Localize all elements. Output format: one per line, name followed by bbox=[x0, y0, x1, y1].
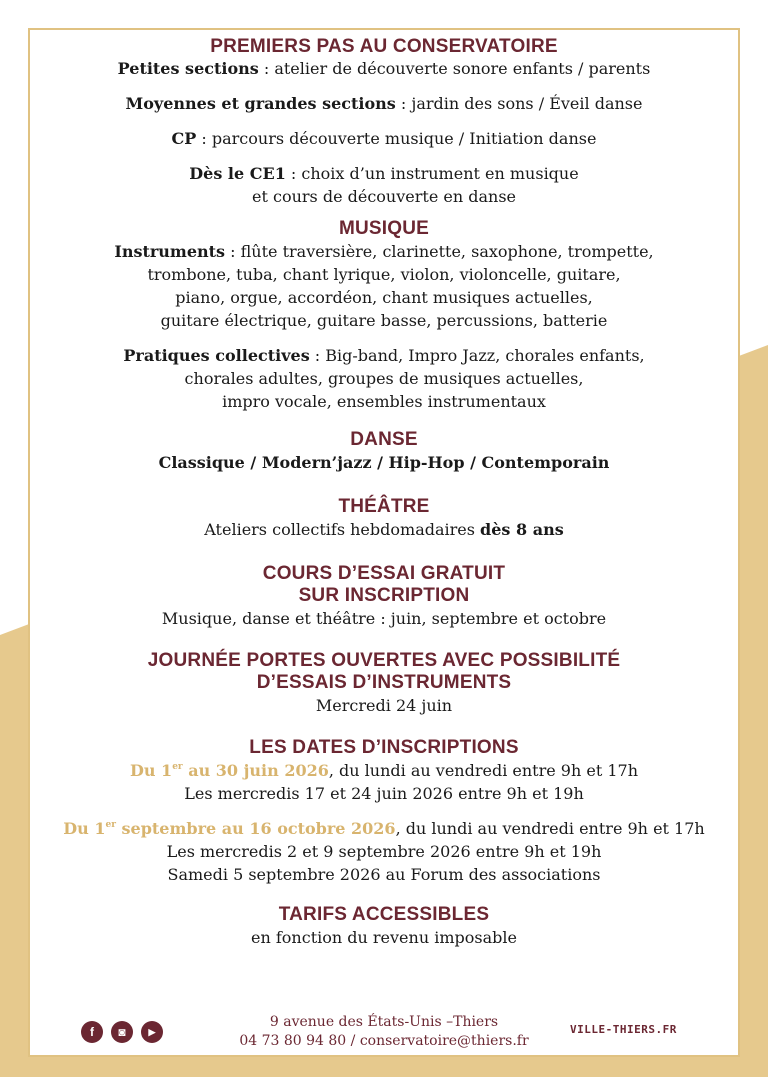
inscriptions-septembre: Du 1er septembre au 16 octobre 2026, du lundi au vendredi entre 9h et 17h Les mercredis 2 et 9 septembre 2026 entre 9h et 19h Samedi 5 septembre 2026 au Forum des associations bbox=[63, 819, 705, 884]
cours-essai-title-1: COURS D’ESSAI GRATUIT bbox=[262, 563, 506, 584]
portes-ouvertes-text: Mercredi 24 juin bbox=[315, 696, 453, 715]
danse-title: DANSE bbox=[350, 429, 418, 450]
musique-title: MUSIQUE bbox=[338, 218, 430, 239]
website-link[interactable]: VILLE-THIERS.FR bbox=[570, 1023, 677, 1036]
cours-essai-title-2: SUR INSCRIPTION bbox=[298, 585, 470, 606]
tarifs-title: TARIFS ACCESSIBLES bbox=[278, 904, 490, 925]
pratiques-text: Pratiques collectives : Big-band, Impro Jazz, chorales enfants, chorales adultes, groupes de musiques actuelles, impro vocale, ensembles instrumentaux bbox=[123, 346, 645, 411]
danse-section bbox=[28, 429, 740, 474]
premiers-pas-title: PREMIERS PAS AU CONSERVATOIRE bbox=[210, 36, 558, 57]
ce1-line: Dès le CE1 : choix d’un instrument en musique et cours de découverte en danse bbox=[189, 164, 579, 206]
cours-essai-text: Musique, danse et théâtre : juin, septembre et octobre bbox=[161, 609, 607, 628]
danse-text: Classique / Modern’jazz / Hip-Hop / Contemporain bbox=[158, 453, 610, 472]
tarifs-text: en fonction du revenu imposable bbox=[251, 928, 517, 947]
instruments-text: Instruments : flûte traversière, clarinette, saxophone, trompette, trombone, tuba, chant lyrique, violon, violoncelle, guitare, piano, orgue, accordéon, chant musiques actuelles, guitare électrique, guitare basse, percussions, batterie bbox=[114, 242, 654, 330]
main-content bbox=[28, 28, 740, 949]
inscriptions-section bbox=[28, 737, 740, 886]
petites-sections: Petites sections : atelier de découverte sonore enfants / parents bbox=[117, 59, 651, 78]
address-line: 9 avenue des États-Unis –Thiers bbox=[269, 1014, 499, 1030]
portes-ouvertes-title-2: D’ESSAIS D’INSTRUMENTS bbox=[256, 672, 512, 693]
premiers-pas-section bbox=[28, 36, 740, 208]
cours-essai-section bbox=[28, 563, 740, 630]
theatre-section bbox=[28, 496, 740, 541]
portes-ouvertes-section bbox=[28, 650, 740, 717]
inscriptions-title: LES DATES D’INSCRIPTIONS bbox=[249, 737, 519, 758]
social-links bbox=[81, 1021, 163, 1043]
theatre-title: THÉÂTRE bbox=[338, 496, 430, 517]
footer bbox=[28, 1013, 740, 1053]
musique-section bbox=[28, 218, 740, 413]
cp-line: CP : parcours découverte musique / Initiation danse bbox=[171, 129, 597, 148]
address-block bbox=[208, 1013, 560, 1051]
theatre-text: Ateliers collectifs hebdomadaires dès 8 ans bbox=[204, 520, 564, 539]
portes-ouvertes-title-1: JOURNÉE PORTES OUVERTES AVEC POSSIBILITÉ bbox=[147, 650, 621, 671]
inscriptions-juin: Du 1er au 30 juin 2026, du lundi au vendredi entre 9h et 17h Les mercredis 17 et 24 juin 2026 entre 9h et 19h bbox=[129, 761, 639, 803]
instagram-icon[interactable]: ◙ bbox=[111, 1021, 133, 1043]
tarifs-section bbox=[28, 904, 740, 949]
contact-line[interactable]: 04 73 80 94 80 / conservatoire@thiers.fr bbox=[239, 1033, 529, 1049]
facebook-icon[interactable]: f bbox=[81, 1021, 103, 1043]
youtube-icon[interactable]: ▶ bbox=[141, 1021, 163, 1043]
moyennes-sections: Moyennes et grandes sections : jardin des sons / Éveil danse bbox=[125, 94, 643, 113]
